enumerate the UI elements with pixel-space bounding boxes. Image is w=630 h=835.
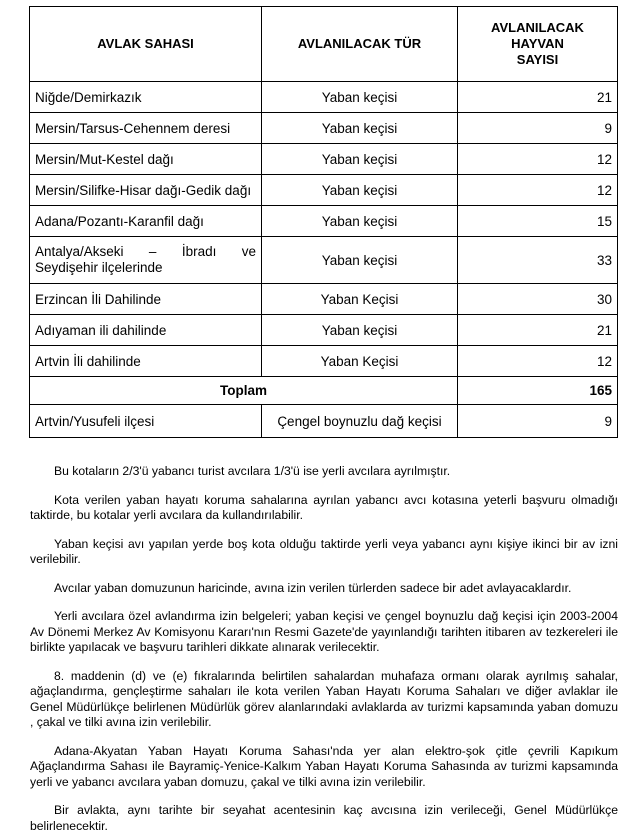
count-cell: 21 (458, 315, 618, 346)
header-count-line2: HAYVAN (511, 36, 564, 51)
table-row (30, 175, 618, 206)
total-row (30, 377, 618, 405)
hunting-quota-table (29, 6, 618, 438)
table-row (30, 284, 618, 315)
note-paragraph: Kota verilen yaban hayatı koruma sahalarına ayrılan yabancı avcı kotasına yeterli başvuru olmadığı taktirde, bu kotalar yerli avcılara da kullandırılabilir. (30, 492, 618, 522)
area-cell: Adana/Pozantı-Karanfil dağı (30, 206, 262, 237)
species-cell: Yaban keçisi (262, 175, 458, 206)
note-paragraph: Yerli avcılara özel avlandırma izin belgeleri; yaban keçisi ve çengel boynuzlu dağ keçisi için 2003-2004 Av Dönemi Merkez Av Komisyonu Kararı'nın Resmi Gazete'de yayınlandığı tarihten itibaren av tezkereleri ile birlikte yapılacak ve başvuru tarihleri dikkate alınarak verilecektir. (30, 609, 618, 654)
species-cell: Çengel boynuzlu dağ keçisi (262, 405, 458, 438)
species-cell: Yaban keçisi (262, 144, 458, 175)
species-cell: Yaban keçisi (262, 315, 458, 346)
note-paragraph: Bu kotaların 2/3'ü yabancı turist avcılara 1/3'ü ise yerli avcılara ayrılmıştır. (54, 464, 451, 478)
count-cell: 12 (458, 144, 618, 175)
species-cell: Yaban keçisi (262, 82, 458, 113)
note-paragraph: 8. maddenin (d) ve (e) fıkralarında belirtilen sahalardan muhafaza ormanı olarak ayrılmış sahalar, ağaçlandırma, gençleştirme sahaları ile kota verilen Yaban Hayatı Koruma Sahaları ve diğer avlaklar ile Genel Müdürlükçe belirlenen Müdürlük görev alanlarındaki avlaklarda av turizmi kapsamında yaban domuzu , çakal ve tilki avına izin verilebilir. (30, 668, 618, 729)
area-cell (30, 237, 262, 284)
total-value: 165 (458, 377, 618, 405)
area-word: – (148, 244, 157, 259)
header-count-line3: SAYISI (516, 52, 559, 67)
note-paragraph: Avcılar yaban domuzunun haricinde, avına izin verilen türlerden sadece bir adet avlayacaklardır. (54, 580, 572, 595)
area-cell: Niğde/Demirkazık (30, 82, 262, 113)
notes-section (30, 464, 618, 834)
area-cell: Mersin/Silifke-Hisar dağı-Gedik dağı (30, 175, 262, 206)
area-cell: Mersin/Tarsus-Cehennem deresi (30, 113, 262, 144)
count-cell: 33 (458, 237, 618, 284)
table-row (30, 144, 618, 175)
area-word: Antalya/Akseki (35, 244, 124, 259)
species-cell: Yaban keçisi (262, 237, 458, 284)
count-cell: 12 (458, 346, 618, 377)
table-header-row (30, 7, 618, 82)
table-row (30, 237, 618, 284)
header-count-line1: AVLANILACAK (491, 20, 584, 35)
area-cell: Artvin İli dahilinde (30, 346, 262, 377)
count-cell: 15 (458, 206, 618, 237)
count-cell: 12 (458, 175, 618, 206)
table-row (30, 113, 618, 144)
count-cell: 30 (458, 284, 618, 315)
species-cell: Yaban Keçisi (262, 346, 458, 377)
area-cell: Erzincan İli Dahilinde (30, 284, 262, 315)
area-word: ve (241, 244, 256, 259)
count-cell: 9 (458, 113, 618, 144)
note-paragraph: Yaban keçisi avı yapılan yerde boş kota olduğu taktirde yerli veya yabancı aynı kişiye ikinci bir av izni verilebilir. (30, 536, 618, 566)
header-species: AVLANILACAK TÜR (262, 7, 458, 82)
species-cell: Yaban Keçisi (262, 284, 458, 315)
area-cell: Mersin/Mut-Kestel dağı (30, 144, 262, 175)
header-area: AVLAK SAHASI (30, 7, 262, 82)
area-cell: Adıyaman ili dahilinde (30, 315, 262, 346)
special-row (30, 405, 618, 438)
species-cell: Yaban keçisi (262, 206, 458, 237)
count-cell: 9 (458, 405, 618, 438)
table-row (30, 82, 618, 113)
table-row (30, 315, 618, 346)
species-cell: Yaban keçisi (262, 113, 458, 144)
count-cell: 21 (458, 82, 618, 113)
header-count (458, 7, 618, 82)
table-row (30, 346, 618, 377)
area-word: İbradı (181, 244, 217, 259)
note-paragraph: Bir avlakta, aynı tarihte bir seyahat acentesinin kaç avcısına izin verileceği, Genel Müdürlükçe belirlenecektir. (30, 803, 618, 833)
area-cell: Artvin/Yusufeli ilçesi (30, 405, 262, 438)
note-paragraph: Adana-Akyatan Yaban Hayatı Koruma Sahası'nda yer alan elektro-şok çitle çevrili Kapıkum Ağaçlandırma Sahası ile Bayramiç-Yenice-Kalkım Yaban Hayatı Koruma Sahasında av turizmi kapsamında yerli ve yabancı avcılara yaban domuzu, çakal ve tilki avına izin verilebilir. (30, 743, 618, 789)
total-label: Toplam (30, 377, 458, 405)
table-row (30, 206, 618, 237)
area-line2: Seydişehir ilçelerinde (35, 260, 163, 275)
